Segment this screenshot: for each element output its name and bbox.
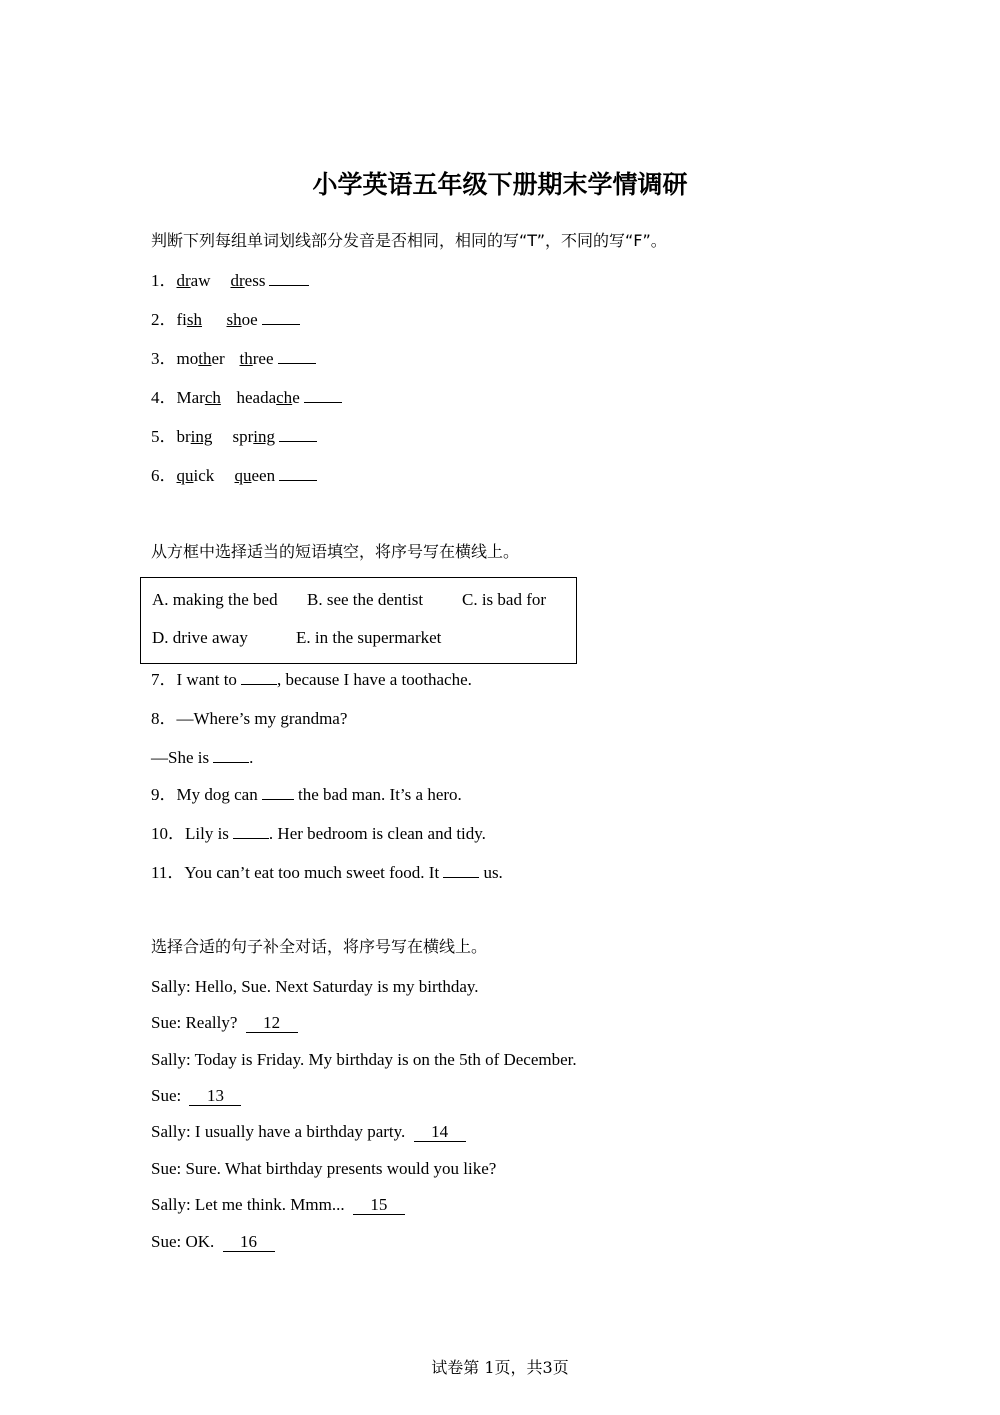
answer-blank[interactable]: 12 xyxy=(246,1014,298,1033)
dialogue-text: Sue: Really? xyxy=(151,1013,238,1032)
underlined-part: ing xyxy=(253,427,276,446)
underlined-part: qu xyxy=(176,466,194,485)
dialogue-line xyxy=(151,1050,577,1070)
answer-blank[interactable] xyxy=(443,863,479,878)
dialogue-text: Sue: OK. xyxy=(151,1232,215,1251)
underlined-part: dr xyxy=(230,271,245,290)
question-7 xyxy=(151,670,472,690)
answer-blank[interactable] xyxy=(279,466,317,481)
word-part: br xyxy=(176,427,191,446)
question-text: Lily is xyxy=(185,824,229,843)
word-part: ick xyxy=(193,466,215,485)
word-part: e xyxy=(292,388,300,407)
word-part: ree xyxy=(252,349,274,368)
dialogue-line xyxy=(151,977,479,997)
question-9 xyxy=(151,785,462,805)
underlined-part: th xyxy=(239,349,253,368)
pronunciation-item xyxy=(151,349,316,369)
word-part: fi xyxy=(176,310,187,329)
underlined-part: sh xyxy=(186,310,203,329)
dialogue-line xyxy=(151,1159,496,1179)
item-number: 3． xyxy=(151,349,177,368)
question-text: . xyxy=(249,748,254,767)
word-part: spr xyxy=(232,427,254,446)
question-number: 7． xyxy=(151,670,177,689)
answer-blank[interactable] xyxy=(279,427,317,442)
pronunciation-item xyxy=(151,427,317,447)
word-part: er xyxy=(211,349,225,368)
dialogue-line xyxy=(151,1122,466,1142)
pronunciation-item xyxy=(151,466,317,486)
question-text: the bad man. It’s a hero. xyxy=(297,785,462,804)
dialogue-text: Sally: Today is Friday. My birthday is on the 5th of December. xyxy=(151,1050,577,1069)
question-text: us. xyxy=(483,863,503,882)
word-2 xyxy=(237,388,300,408)
answer-blank[interactable]: 14 xyxy=(414,1123,466,1142)
dialogue-text: Sally: Hello, Sue. Next Saturday is my birthday. xyxy=(151,977,479,996)
answer-blank[interactable] xyxy=(262,310,300,325)
underlined-part: ch xyxy=(204,388,221,407)
answer-blank[interactable] xyxy=(269,271,309,286)
option-d: D. drive away xyxy=(152,628,248,647)
underlined-part: th xyxy=(198,349,212,368)
dialogue-line xyxy=(151,1086,241,1106)
word-part: heada xyxy=(236,388,277,407)
pronunciation-item xyxy=(151,271,309,291)
question-10 xyxy=(151,824,486,844)
question-text: My dog can xyxy=(176,785,258,804)
section3-instruction: 选择合适的句子补全对话，将序号写在横线上。 xyxy=(151,937,488,956)
item-number: 4． xyxy=(151,388,177,407)
answer-blank[interactable] xyxy=(304,388,342,403)
page-footer: 试卷第 1页，共3页 xyxy=(431,1358,569,1377)
item-number: 2． xyxy=(151,310,177,329)
underlined-part: dr xyxy=(176,271,191,290)
word-1 xyxy=(177,271,231,291)
word-part: mo xyxy=(176,349,199,368)
dialogue-line xyxy=(151,1232,275,1252)
word-2 xyxy=(235,466,276,486)
item-number: 5． xyxy=(151,427,177,446)
question-number: 11． xyxy=(151,863,185,882)
dialogue-text: Sue: Sure. What birthday presents would you like? xyxy=(151,1159,497,1178)
section1-instruction: 判断下列每组单词划线部分发音是否相同，相同的写“T”，不同的写“F”。 xyxy=(151,231,667,250)
question-number: 10． xyxy=(151,824,185,843)
item-number: 1． xyxy=(151,271,177,290)
question-text: —Where’s my grandma? xyxy=(176,709,348,728)
answer-blank[interactable] xyxy=(278,349,316,364)
word-1 xyxy=(177,349,240,369)
underlined-part: ing xyxy=(190,427,213,446)
answer-blank[interactable] xyxy=(213,748,249,763)
option-e: E. in the supermarket xyxy=(296,628,442,647)
dialogue-line xyxy=(151,1195,405,1215)
question-8-answer xyxy=(151,748,253,768)
answer-blank[interactable] xyxy=(241,670,277,685)
question-number: 9． xyxy=(151,785,177,804)
word-2 xyxy=(227,310,258,330)
options-box xyxy=(140,577,577,664)
option-a: A. making the bed xyxy=(152,590,278,609)
option-c: C. is bad for xyxy=(462,590,547,609)
question-text: I want to xyxy=(176,670,237,689)
word-part: ess xyxy=(244,271,266,290)
word-1 xyxy=(177,427,233,447)
word-part: aw xyxy=(190,271,211,290)
pronunciation-item xyxy=(151,388,342,408)
page-title: 小学英语五年级下册期末学情调研 xyxy=(312,170,688,199)
question-8 xyxy=(151,709,347,729)
answer-blank[interactable]: 15 xyxy=(353,1196,405,1215)
answer-blank[interactable]: 16 xyxy=(223,1233,275,1252)
word-1 xyxy=(177,466,235,486)
pronunciation-item xyxy=(151,310,300,330)
question-11 xyxy=(151,863,503,883)
dialogue-text: Sally: Let me think. Mmm... xyxy=(151,1195,345,1214)
question-text: —She is xyxy=(151,748,210,767)
section2-instruction: 从方框中选择适当的短语填空，将序号写在横线上。 xyxy=(151,542,520,561)
question-text: . Her bedroom is clean and tidy. xyxy=(268,824,486,843)
answer-blank[interactable] xyxy=(233,824,269,839)
dialogue-text: Sue: xyxy=(151,1086,182,1105)
dialogue-text: Sally: I usually have a birthday party. xyxy=(151,1122,406,1141)
question-text: You can’t eat too much sweet food. It xyxy=(184,863,440,882)
word-2 xyxy=(233,427,276,447)
answer-blank[interactable] xyxy=(262,785,294,800)
word-part: oe xyxy=(241,310,258,329)
word-2 xyxy=(240,349,274,369)
question-number: 8． xyxy=(151,709,177,728)
word-part: Mar xyxy=(176,388,205,407)
word-1 xyxy=(177,310,227,330)
dialogue-line xyxy=(151,1013,298,1033)
option-b: B. see the dentist xyxy=(307,590,424,609)
word-2 xyxy=(231,271,266,291)
word-1 xyxy=(177,388,237,408)
word-part: een xyxy=(251,466,276,485)
question-text: , because I have a toothache. xyxy=(276,670,472,689)
answer-blank[interactable]: 13 xyxy=(189,1087,241,1106)
item-number: 6． xyxy=(151,466,177,485)
underlined-part: qu xyxy=(234,466,252,485)
underlined-part: ch xyxy=(276,388,293,407)
underlined-part: sh xyxy=(226,310,242,329)
